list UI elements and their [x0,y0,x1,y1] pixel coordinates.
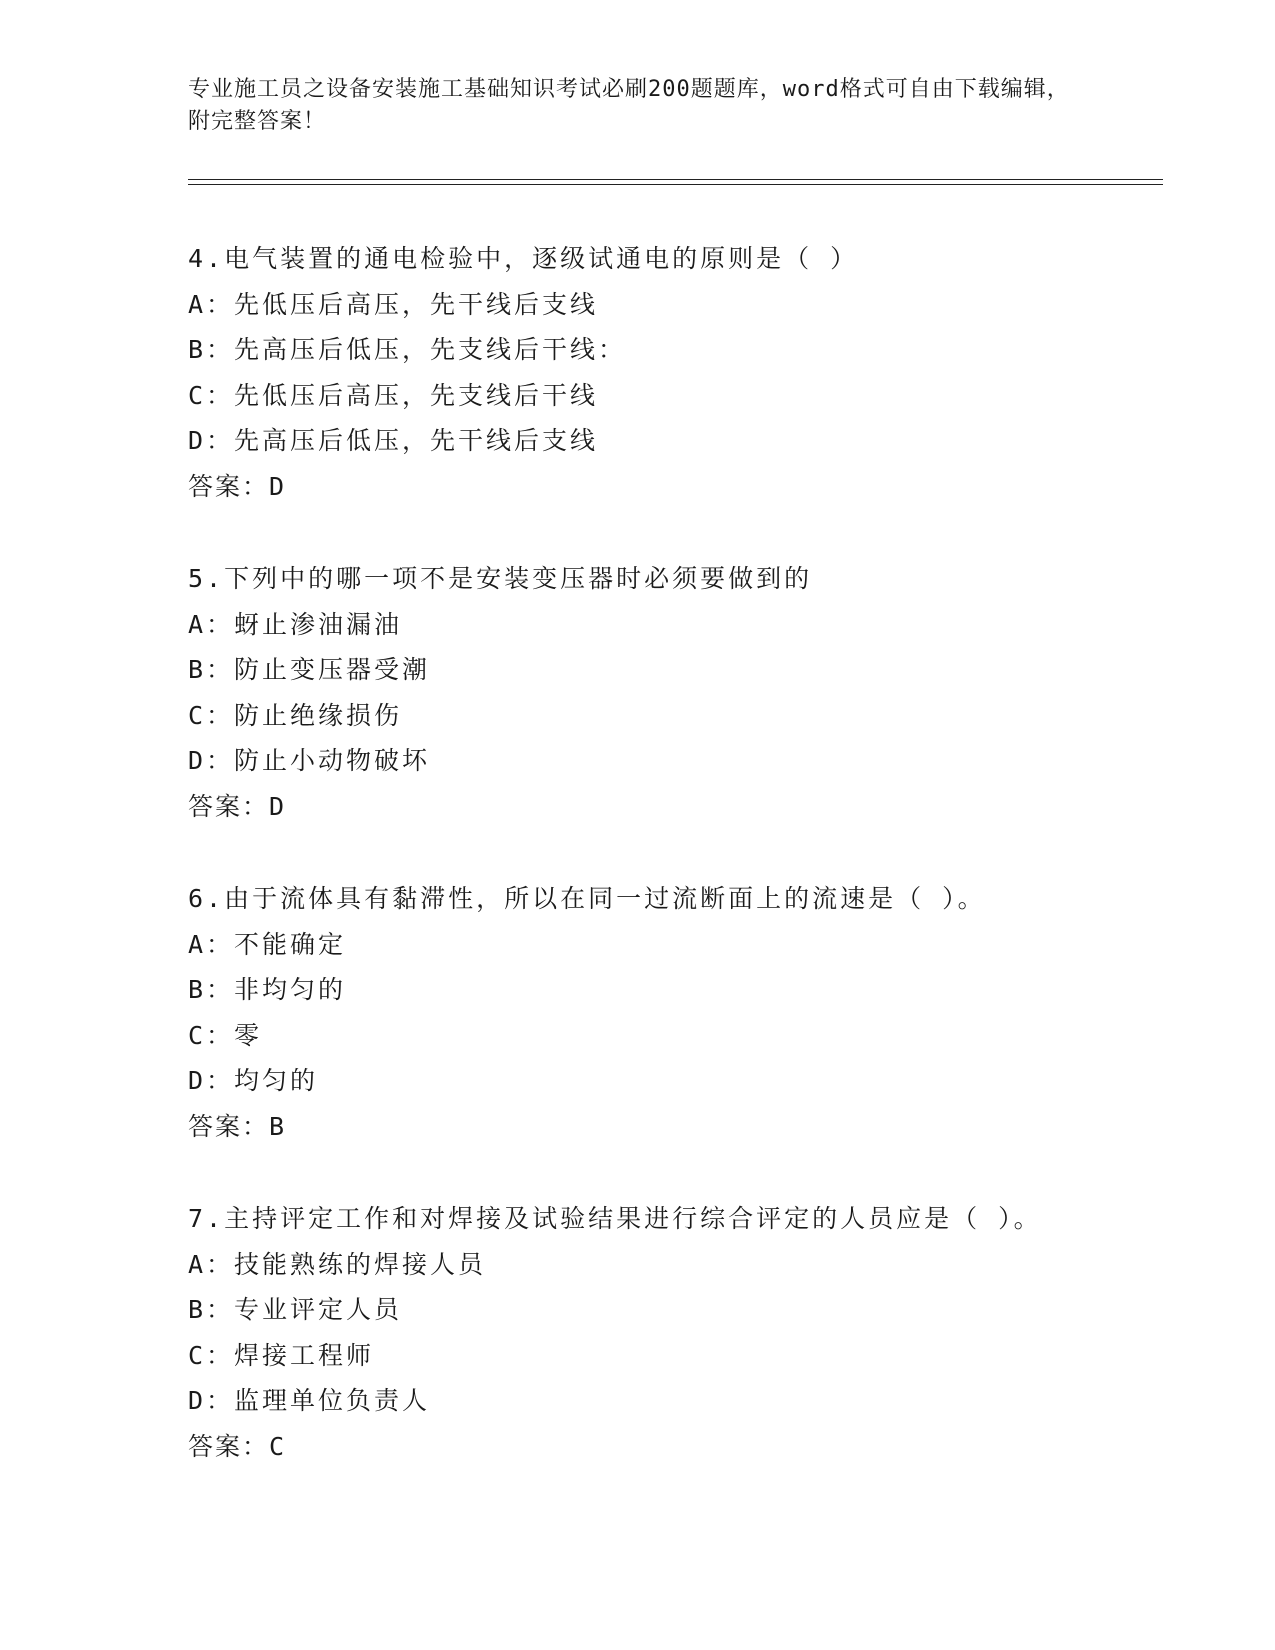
option-c: C：防止绝缘损伤 [188,700,403,730]
option-d: D：均匀的 [188,1066,319,1095]
answer-label: 答案： [188,471,270,501]
question-6 [188,876,1148,1149]
header-divider-bottom [188,184,1163,185]
answer-value: D [269,471,287,501]
option-b: B：专业评定人员 [188,1295,403,1324]
question-7 [188,1196,1148,1469]
option-b: B：防止变压器受潮 [188,655,431,684]
answer-line [188,784,1148,830]
answer-line [188,464,1148,510]
answer-line [188,1104,1148,1150]
question-stem: 7.主持评定工作和对焊接及试验结果进行综合评定的人员应是（ ）。 [188,1204,1042,1233]
option-a: A：技能熟练的焊接人员 [188,1249,487,1279]
option-c: C：先低压后高压，先支线后干线 [188,380,599,410]
option-c: C：零 [188,1020,263,1050]
question-stem: 5.下列中的哪一项不是安装变压器时必须要做到的 [188,564,813,593]
option-d: D：先高压后低压，先干线后支线 [188,426,599,455]
option-a: A：不能确定 [188,929,347,959]
answer-value: B [269,1111,287,1141]
option-d: D：监理单位负责人 [188,1386,431,1415]
question-stem: 4.电气装置的通电检验中，逐级试通电的原则是（ ） [188,244,859,273]
document-header: 专业施工员之设备安装施工基础知识考试必刷200题题库，word格式可自由下载编辑，附完整答案！ [188,77,1070,134]
question-5 [188,556,1148,829]
answer-label: 答案： [188,791,270,821]
option-b: B：先高压后低压，先支线后干线： [188,335,627,364]
answer-line [188,1424,1148,1470]
option-a: A：先低压后高压，先干线后支线 [188,289,599,319]
question-stem: 6.由于流体具有黏滞性，所以在同一过流断面上的流速是（ ）。 [188,884,986,913]
answer-label: 答案： [188,1111,270,1141]
header-divider-top [188,179,1163,180]
option-b: B：非均匀的 [188,975,347,1004]
answer-label: 答案： [188,1431,270,1461]
option-c: C：焊接工程师 [188,1340,375,1370]
answer-value: C [269,1431,287,1461]
option-a: A：蚜止渗油漏油 [188,609,403,639]
answer-value: D [269,791,287,821]
question-4 [188,236,1148,509]
option-d: D：防止小动物破坏 [188,746,431,775]
